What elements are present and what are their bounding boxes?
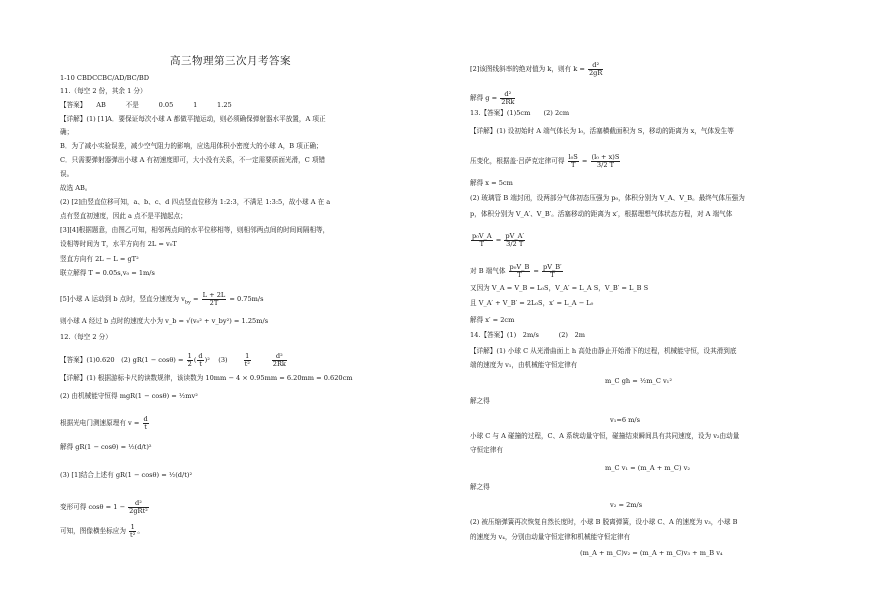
q14-detail-line: 解之得 [470,483,490,491]
numerator: 1 [130,523,135,531]
q14-detail-line: 守恒定律有 [470,446,503,454]
q11-detail-line: 设相等时间为 T，水平方向有 2L = v₀T [60,240,177,248]
numerator: 1 [245,352,250,360]
fraction [509,264,531,278]
fraction [129,524,136,538]
q12-detail-line [60,524,144,538]
q14-detail-line: 解之得 [470,397,490,405]
q14-equation: m_C v₁ = (m_A + m_C) v₂ [605,464,691,472]
denominator: t² [244,359,250,368]
formula-text: [2]该图线斜率的绝对值为 k，则有 k = [470,65,585,74]
q14-equation: (m_A + m_C)v₂ = (m_A + m_C)v₃ + m_B v₄ [580,549,723,557]
q12-answer: 【答案】(1)0.620 (2) gR(1 − cosθ) = $\frac{1}{2}$ ( $\frac{d}{t}$ )² (3) $\frac{1}{\text{t²}}$ $\frac{\text{d²}}{2Rk}$ [60,352,286,368]
q12-detail-line: (2) 由机械能守恒得 mgR(1 − cosθ) = ½mv² [60,392,198,400]
numerator: (l₀ + x)S [591,153,620,161]
q13-detail-line: p，体积分别为 V_A′、V_B′。活塞移动的距离为 x′，根据理想气体状态方程，对 A 端气体 [470,210,733,218]
fraction [272,353,287,367]
q11-detail-line: 点有竖直初速度，因此 a 点不是平抛起点； [60,212,187,220]
fraction [202,292,227,306]
q12-detail-line [60,416,150,430]
denominator: t [144,422,147,431]
q14-detail-line: 的速度为 v₄，分别由动量守恒定律和机械能守恒定律有 [470,533,631,541]
q13-detail-line: $\frac{\text{p₀V\_A}}{T}$ = $\frac{pV\_A'}{3/2 T}$ [472,232,524,248]
fraction: $\frac{1}{2}$ [187,352,192,368]
fraction [128,500,149,514]
numerator: d [143,415,148,423]
q12-detail-line: (3) [1]结合上述有 gR(1 − cosθ) = ½(d/t)² [60,471,193,479]
fraction [244,353,251,367]
fraction [504,233,525,247]
numerator: d² [272,353,287,361]
page-title: 高三物理第三次月考答案 [170,55,291,67]
q13-detail-line: 又因为 V_A = V_B = L₀S，V_A′ = L_A S，V_B′ = L_B S [470,284,649,292]
formula-text: = 0.75m/s [229,295,264,304]
q14-detail-line: 【详解】(1) 小球 C 从光滑曲面上 h 高处由静止开始滑下的过程，机械能守恒，设其滑到底 [470,347,737,355]
denominator: t² [130,530,136,539]
q11-detail-line: C．只需要弹射器弹出小球 A 有初速度即可，大小没有关系，不一定需要质面光滑，C 项错 [60,156,326,164]
numerator: L + 2L [202,291,226,299]
fraction [143,416,149,430]
q13-detail-line: 且 V_A′ + V_B′ = 2L₀S，x′ = L_A − L₀ [470,299,594,307]
denominator: 2Rk [501,97,515,106]
q12-detail-line [60,500,150,514]
q13-detail-line: 【详解】(1) 设初始时 A 端气体长为 l₀，活塞横截面积为 S，移动的距离为 x，气体发生等 [470,127,734,135]
formula-text: 【答案】(1)0.620 (2) gR(1 − cosθ) = [60,356,184,365]
numerator: l₀S [568,153,578,161]
numerator: p₀V_B [509,263,530,271]
q11-detail-line: 竖直方向有 2L − L = gT² [60,255,139,263]
q11-detail-line: 则小球 A 经过 b 点时的速度大小为 v_b = √(v₀² + v_by²) = 1.25m/s [60,317,269,325]
denominator: 2gRt² [129,506,148,515]
q14-detail-line: 端的速度为 v₁，由机械能守恒定律有 [470,361,578,369]
fraction [588,62,603,76]
denominator: T [550,270,555,279]
q11-answer: 【答案】 AB 不是 0.05 1 1.25 [60,101,232,109]
q12-detail-line: 【详解】(1) 根据游标卡尺的读数规律，该读数为 10mm − 4 × 0.95mm = 6.20mm = 0.620cm [60,374,353,382]
denominator: T [479,239,485,248]
q11-detail-line: (2) [2]由竖直位移可知，a、b、c、d 四点竖直位移为 1:2:3，不满足 1:3:5，故小球 A 在 a [60,198,331,206]
fraction [500,91,515,105]
q12-detail-line [470,91,516,105]
q13-detail-line: (2) 玻璃管 B 端封闭，设两部分气体初态压强为 p₀，体积分别为 V_A、V_B。最终气体压强为 [470,194,745,202]
numerator: p₀V_A [472,232,492,240]
q13-answer: 13.【答案】(1)5cm (2) 2cm [470,109,570,117]
q11-detail-line: 确； [60,128,74,136]
fraction [591,154,621,168]
numerator: d² [500,91,515,99]
formula-text: 可知，图像横坐标应为 [60,527,126,536]
q14-detail-line: (2) 被压缩弹簧再次恢复自然长度时，小球 B 脱离弹簧，设小球 C、A 的速度为 v₃，小球 B [470,518,738,526]
q14-detail-line: 小球 C 与 A 碰撞的过程，C、A 系统动量守恒，碰撞结束瞬间具有共同速度，设为 v₂由动量 [470,432,740,440]
denominator: 3/2 T [506,239,524,248]
q14-answer: 14.【答案】(1) 2m/s (2) 2m [470,331,586,339]
formula-text: [5]小球 A 运动到 b 点时，竖直分速度为 v [60,295,185,304]
fraction [542,264,563,278]
formula-text: 压变化，根据盖·吕萨克定律可得 [470,157,565,166]
q11-detail-line: 联立解得 T = 0.05s,v₀ = 1m/s [60,269,155,277]
formula-text: 变形可得 cosθ = 1 − [60,503,126,512]
q11-detail-line: B．为了减小实验误差，减少空气阻力的影响，应选用体积小密度大的小球 A，B 项正确； [60,142,323,150]
formula-text: 对 B 端气体 [470,267,506,276]
denominator: 3/2 T [596,160,615,169]
q11-header: 11.（每空 2 份，其余 1 分） [60,87,147,95]
fraction [568,154,579,168]
q14-equation: v₁=6 m/s [610,416,641,424]
denominator: T [517,270,522,279]
q11-detail-line: 故选 AB。 [60,184,92,192]
q11-detail-line: 【详解】(1) [1]A．要保证每次小球 A 都做平抛运动，则必须确保弹射器水平放置，A 项正 [60,115,326,123]
q14-equation: m_C gh = ½m_C v₁² [605,377,672,385]
fraction [471,233,493,247]
denominator: T [570,160,576,169]
q14-equation: v₂ = 2m/s [610,501,643,509]
q13-detail-line: 压变化，根据盖·吕萨克定律可得 $\frac{\text{l₀S}}{T}$ = $\frac{\text{(l₀ + x)S}}{3/2 T}$ [470,153,620,169]
choice-answers: 1-10 CBDCCBC/AD/BC/BD [60,74,150,82]
q13-detail-line: 对 B 端气体 $\frac{\text{p₀V\_B}}{T}$ = $\frac{pV\_B'}{T}$ [470,263,562,279]
formula-text: 解得 g = [470,94,498,103]
formula-text: 根据光电门测速原理有 v = [60,419,140,428]
q12-header: 12.（每空 2 分） [60,333,112,341]
q11-detail-line: [5]小球 A 运动到 b 点时，竖直分速度为 $v_{by}$ = $\frac{L + 2L}{2T}$ = 0.75m/s [60,291,264,307]
denominator: 2T [209,298,219,307]
formula-text: (3) [218,356,235,365]
denominator: 2gR [588,68,603,77]
numerator: pV_B′ [543,263,562,271]
q13-detail-line: 解得 x = 5cm [470,179,513,187]
q13-detail-line: 解得 x′ = 2cm [470,316,515,324]
denominator: 2Rk [272,359,286,368]
q12-detail-line [470,62,604,76]
q11-detail-line: [3][4]根据题意，由图乙可知，相邻两点间的水平位移相等，则相邻两点间的时间间隔相等， [60,226,330,234]
numerator: d² [588,62,603,70]
numerator: d² [128,500,149,508]
q12-detail-line: 解得 gR(1 − cosθ) = ½(d/t)² [60,443,152,451]
q11-detail-line: 误。 [60,170,74,178]
numerator: pV_A′ [505,232,524,240]
formula-text: 。 [137,527,144,536]
